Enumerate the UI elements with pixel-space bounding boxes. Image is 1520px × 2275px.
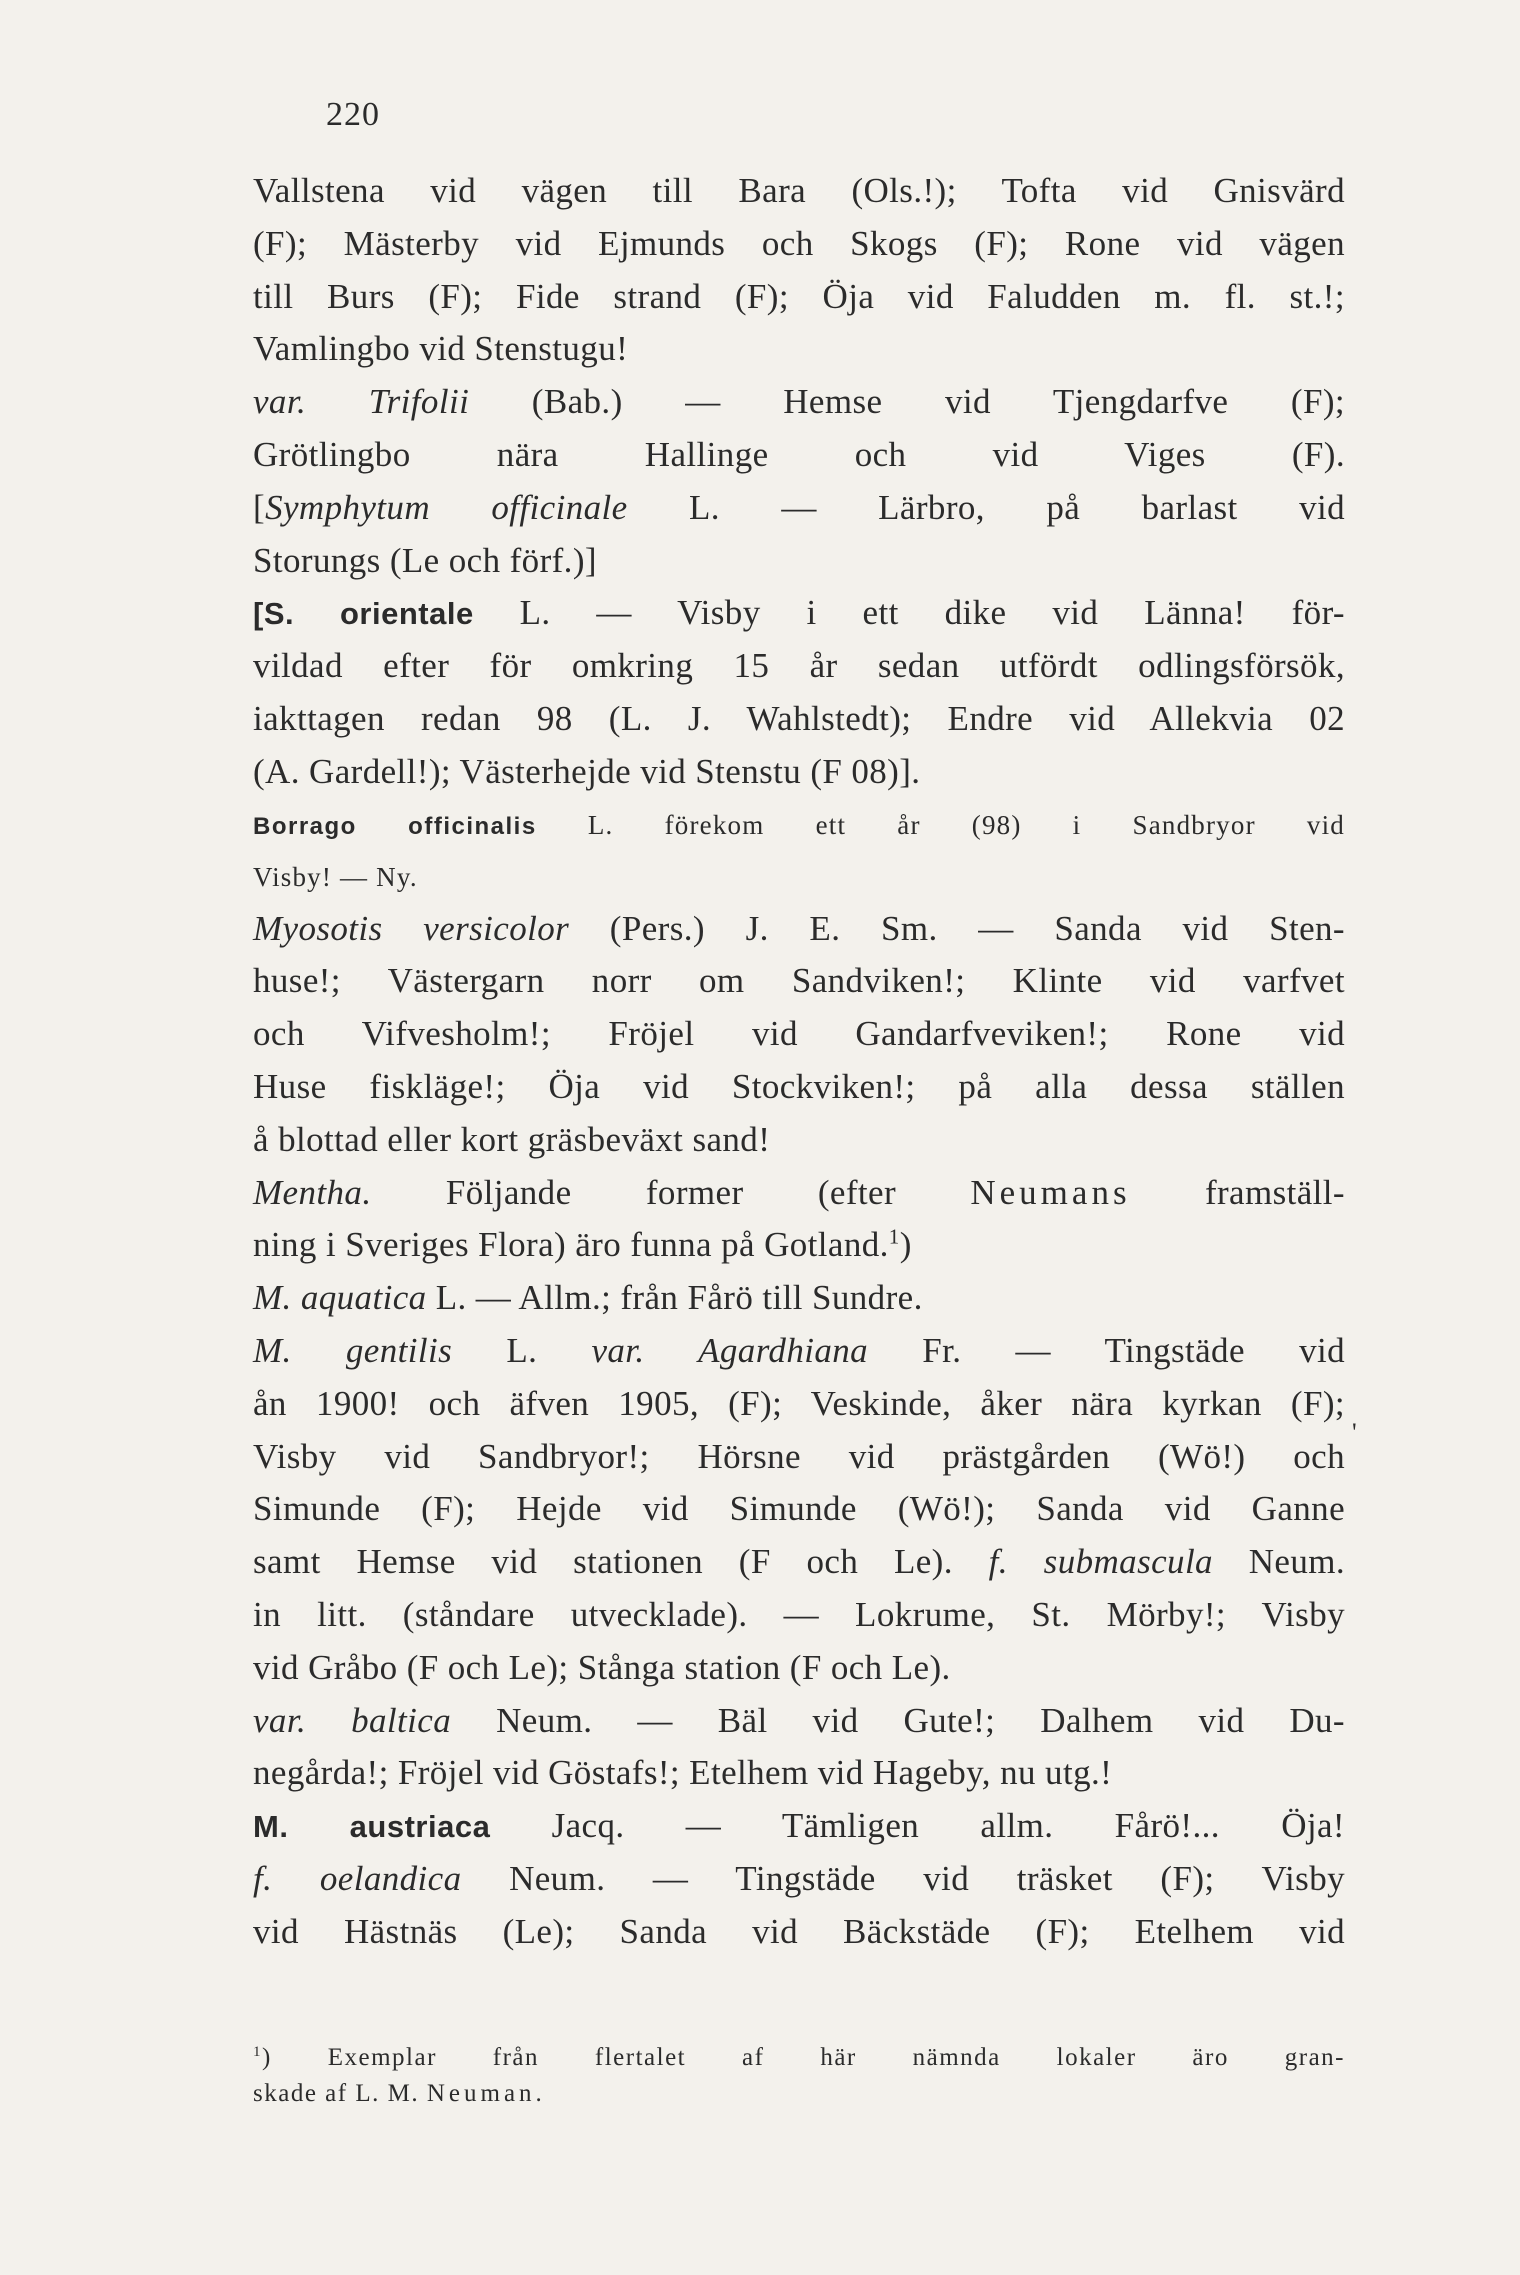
text-run: var. Agardhiana [591, 1330, 869, 1370]
text-run: Neum. — Tingstäde vid träsket (F); Visby [461, 1858, 1345, 1898]
text-line [253, 1272, 1345, 1325]
text-line [253, 323, 1345, 376]
page-number: 220 [326, 96, 380, 133]
text-run: huse!; Västergarn norr om Sandviken!; Klinte vid varfvet [253, 961, 1345, 1001]
text-run: ) [899, 1225, 912, 1265]
body-text [253, 165, 1345, 1959]
text-run: Storungs (Le och förf.)] [253, 540, 597, 580]
text-run: M. gentilis [253, 1330, 453, 1370]
text-line [253, 535, 1345, 588]
text-run: framställ- [1130, 1172, 1345, 1212]
margin-mark: ' [1352, 1418, 1357, 1447]
text-run: ning i Sveriges Flora) äro funna på Gotland. [253, 1225, 889, 1265]
text-run: och Vifvesholm!; Fröjel vid Gandarfveviken!; Rone vid [253, 1014, 1345, 1054]
text-line [253, 1589, 1345, 1642]
text-run: till Burs (F); Fide strand (F); Öja vid Faludden m. fl. st.!; [253, 276, 1345, 316]
text-line [253, 640, 1345, 693]
text-run: Grötlingbo nära Hallinge och vid Viges (F). [253, 434, 1345, 474]
text-run: L. förekom ett år (98) i Sandbryor vid [536, 809, 1345, 840]
footnote [253, 2040, 1345, 2112]
text-line [253, 1431, 1345, 1484]
text-run: ) Exemplar från flertalet af här nämnda lokaler äro gran- [262, 2044, 1345, 2071]
text-run: (A. Gardell!); Västerhejde vid Stenstu (F 08)]. [253, 751, 921, 791]
footnote-line [253, 2076, 1345, 2112]
text-run: (Pers.) J. E. Sm. — Sanda vid Sten- [569, 908, 1345, 948]
text-line [253, 1747, 1345, 1800]
text-run: f. oelandica [253, 1858, 462, 1898]
text-run: Neum. — Bäl vid Gute!; Dalhem vid Du- [451, 1700, 1345, 1740]
text-run: vid Gråbo (F och Le); Stånga station (F och Le). [253, 1647, 951, 1687]
text-run: [S. orientale [253, 596, 474, 632]
text-run: L. — Lärbro, på barlast vid [627, 487, 1345, 527]
text-line [253, 1695, 1345, 1748]
text-line [253, 482, 1345, 535]
text-run: Visby! — Ny. [253, 861, 418, 892]
text-line [253, 1167, 1345, 1220]
text-line [253, 1061, 1345, 1114]
text-line [253, 799, 1345, 851]
text-run: vildad efter för omkring 15 år sedan utfördt odlingsförsök, [253, 646, 1345, 686]
text-run: Borrago officinalis [253, 812, 537, 840]
text-run: (F); Mästerby vid Ejmunds och Skogs (F); Rone vid vägen [253, 223, 1345, 263]
text-run: L. — Visby i ett dike vid Länna! för- [473, 593, 1345, 633]
text-line [253, 1853, 1345, 1906]
text-run: vid Hästnäs (Le); Sanda vid Bäckstäde (F); Etelhem vid [253, 1911, 1345, 1951]
text-run: [ [253, 487, 266, 527]
text-run: Visby vid Sandbryor!; Hörsne vid prästgården (Wö!) och [253, 1436, 1345, 1476]
text-line [253, 1008, 1345, 1061]
text-line [253, 746, 1345, 799]
text-run: å blottad eller kort gräsbeväxt sand! [253, 1119, 771, 1159]
text-run: Simunde (F); Hejde vid Simunde (Wö!); Sanda vid Ganne [253, 1489, 1345, 1529]
text-line [253, 1906, 1345, 1959]
footnote-line [253, 2040, 1345, 2076]
text-run: Vamlingbo vid Stenstugu! [253, 329, 629, 369]
text-run: Neuman [426, 2080, 536, 2107]
text-line [253, 1800, 1345, 1853]
text-run: Symphytum officinale [265, 487, 628, 527]
text-run: Jacq. — Tämligen allm. Fårö!... Öja! [490, 1806, 1345, 1846]
text-line [253, 429, 1345, 482]
text-run: Mentha. [253, 1172, 372, 1212]
text-line [253, 1642, 1345, 1695]
text-line [253, 903, 1345, 956]
text-run: Neum. [1212, 1542, 1346, 1582]
text-line [253, 165, 1345, 218]
text-line [253, 1114, 1345, 1167]
text-line [253, 693, 1345, 746]
text-line [253, 587, 1345, 640]
text-run: Huse fiskläge!; Öja vid Stockviken!; på alla dessa ställen [253, 1066, 1345, 1106]
text-line [253, 1219, 1345, 1272]
footnote-mark: 1 [888, 1224, 900, 1249]
text-line [253, 1378, 1345, 1431]
text-line [253, 218, 1345, 271]
text-line [253, 271, 1345, 324]
text-run: L. [452, 1330, 592, 1370]
text-line [253, 376, 1345, 429]
text-run: iakttagen redan 98 (L. J. Wahlstedt); Endre vid Allekvia 02 [253, 698, 1345, 738]
footnote-mark: 1 [253, 2044, 262, 2060]
text-run: Neumans [970, 1172, 1131, 1212]
text-run: Myosotis versicolor [253, 908, 570, 948]
text-line [253, 851, 1345, 903]
text-run: M. austriaca [253, 1809, 491, 1845]
text-run: (Bab.) — Hemse vid Tjengdarfve (F); [469, 382, 1345, 422]
text-run: skade af L. M. [253, 2080, 427, 2107]
text-run: f. submascula [988, 1542, 1213, 1582]
text-line [253, 1325, 1345, 1378]
text-run: negårda!; Fröjel vid Göstafs!; Etelhem vid Hageby, nu utg.! [253, 1753, 1113, 1793]
text-run: L. — Allm.; från Fårö till Sundre. [426, 1278, 923, 1318]
text-line [253, 955, 1345, 1008]
text-run: in litt. (ståndare utvecklade). — Lokrume, St. Mörby!; Visby [253, 1594, 1345, 1634]
text-run: . [535, 2080, 544, 2107]
text-run: Följande former (efter [371, 1172, 971, 1212]
text-line [253, 1483, 1345, 1536]
text-run: samt Hemse vid stationen (F och Le). [253, 1542, 989, 1582]
text-run: M. aquatica [253, 1278, 427, 1318]
text-run: var. Trifolii [253, 382, 470, 422]
text-run: var. baltica [253, 1700, 452, 1740]
text-run: Vallstena vid vägen till Bara (Ols.!); Tofta vid Gnisvärd [253, 171, 1345, 210]
text-line [253, 1536, 1345, 1589]
text-run: Fr. — Tingstäde vid [868, 1330, 1345, 1370]
text-run: ån 1900! och äfven 1905, (F); Veskinde, åker nära kyrkan (F); [253, 1383, 1345, 1423]
